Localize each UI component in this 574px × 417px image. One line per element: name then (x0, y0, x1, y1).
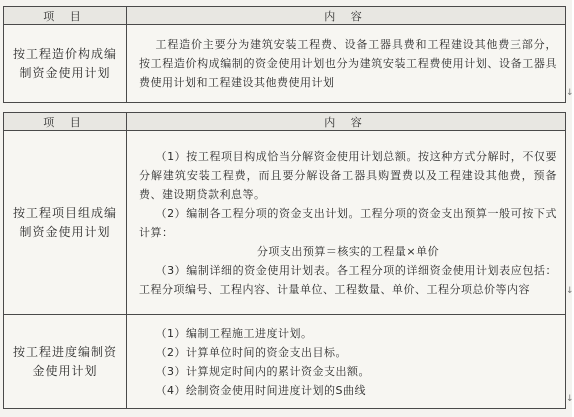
table1-header-content: 内 容 (127, 7, 566, 25)
table2-row2-item-1: （1）编制工程施工进度计划。 (155, 326, 313, 340)
plan-method-table (3, 112, 566, 409)
table2-header-item: 项 目 (4, 113, 127, 131)
cost-composition-table (3, 6, 566, 103)
table2-row2-item-2: （2）计算单位时间的资金支出目标。 (155, 345, 347, 359)
table2-row1-paragraph-1: （1）按工程项目构成恰当分解资金使用计划总额。按这种方式分解时，不仅要分解建筑安装工程费，而且要分解设备工器具购置费以及工程建设其他费，预备费、建设期贷款利息等。 (139, 149, 557, 201)
table2-row1-label: 按工程项目组成编制资金使用计划 (4, 131, 127, 315)
margin-mark-top: ↓ (566, 88, 574, 98)
table2-row1-paragraph-3: （3）编制详细的资金使用计划表。各工程分项的详细资金使用计划表应包括：工程分项编号、工程内容、计量单位、工程数量、单价、工程分项总价等内容 (139, 263, 557, 296)
table2-row2-content (127, 315, 566, 409)
margin-mark-middle: ↓ (566, 286, 574, 296)
table1-row-label: 按工程造价构成编制资金使用计划 (4, 25, 127, 103)
table2-row1-formula: 分项支出预算＝核实的工程量×单价 (256, 244, 440, 258)
table2-row1-paragraph-2: （2）编制各工程分项的资金支出计划。工程分项的资金支出预算一般可按下式计算： (139, 206, 557, 239)
table2-row2-label: 按工程进度编制资金使用计划 (4, 315, 127, 409)
table2-header-content: 内 容 (127, 113, 566, 131)
table2-row1-content (127, 131, 566, 315)
margin-mark-bottom: ↓ (566, 394, 574, 404)
table1-header-item: 项 目 (4, 7, 127, 25)
table1-row-text: 工程造价主要分为建筑安装工程费、设备工器具费和工程建设其他费三部分，按工程造价构成编制的资金使用计划也分为建筑安装工程费使用计划、设备工器具费使用计划和工程建设其他费使用计划 (139, 38, 557, 89)
table1-row-content (127, 25, 566, 103)
table2-row2-item-3: （3）计算规定时间内的累计资金支出额。 (155, 364, 370, 378)
table2-row2-item-4: （4）绘制资金使用时间进度计划的S曲线 (155, 383, 366, 397)
